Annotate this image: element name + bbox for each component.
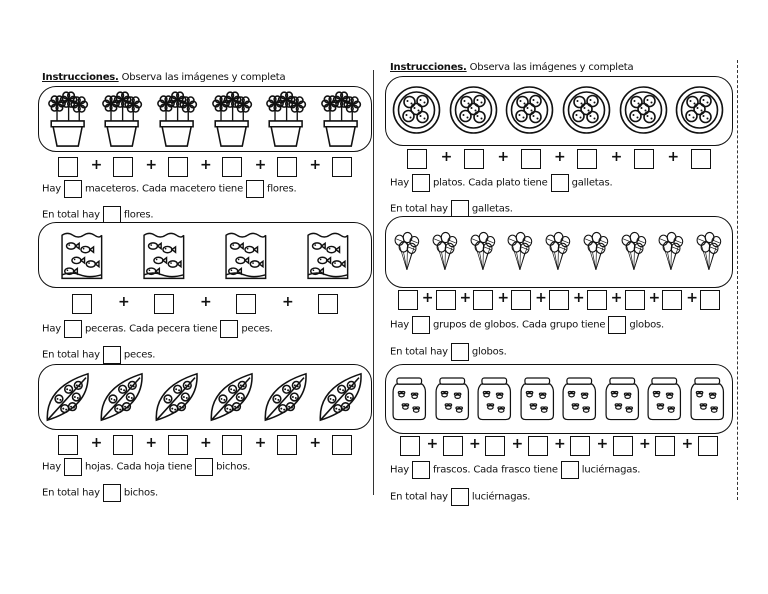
addend-box[interactable]	[443, 436, 463, 456]
answer-box[interactable]	[412, 316, 430, 334]
left-p3-total-line: En total hay bichos.	[42, 484, 158, 502]
addend-box[interactable]	[698, 436, 718, 456]
left-instructions: Instrucciones. Observa las imágenes y completa	[42, 72, 286, 83]
plus-sign: +	[254, 435, 267, 451]
leaf-with-bugs-icon	[316, 368, 365, 426]
plus-sign: +	[610, 290, 623, 306]
addend-box[interactable]	[613, 436, 633, 456]
plus-sign: +	[282, 294, 294, 310]
addend-box[interactable]	[528, 436, 548, 456]
left-p3-hay-line: Hay hojas. Cada hoja tiene bichos.	[42, 458, 250, 476]
answer-box[interactable]	[103, 346, 121, 364]
firefly-jar-icon	[560, 366, 599, 430]
leaf-with-bugs-icon	[43, 368, 92, 426]
plus-sign: +	[511, 436, 524, 452]
answer-box[interactable]	[451, 343, 469, 361]
addend-box[interactable]	[222, 435, 242, 455]
plus-sign: +	[440, 149, 453, 165]
cookie-plate-icon	[391, 80, 442, 140]
leaf-with-bugs-icon	[261, 368, 310, 426]
plus-sign: +	[421, 290, 434, 306]
cookie-plate-icon	[561, 80, 612, 140]
answer-box[interactable]	[412, 174, 430, 192]
answer-box[interactable]	[103, 484, 121, 502]
plus-sign: +	[596, 436, 609, 452]
addend-box[interactable]	[277, 157, 297, 177]
addend-box[interactable]	[277, 435, 297, 455]
plus-sign: +	[667, 149, 680, 165]
addend-box[interactable]	[473, 290, 493, 310]
answer-box[interactable]	[64, 320, 82, 338]
flower-pot-icon	[316, 90, 365, 148]
addend-box[interactable]	[549, 290, 569, 310]
flower-pot-icon	[207, 90, 256, 148]
fish-tank-icon	[58, 228, 104, 282]
fish-tank-icon	[304, 228, 350, 282]
answer-box[interactable]	[561, 461, 579, 479]
flower-pot-icon	[261, 90, 310, 148]
firefly-jar-icon	[603, 366, 642, 430]
leaf-with-bugs-icon	[152, 368, 201, 426]
addend-box[interactable]	[485, 436, 505, 456]
plus-sign: +	[254, 157, 267, 173]
plus-sign: +	[572, 290, 585, 306]
plus-sign: +	[648, 290, 661, 306]
addend-box[interactable]	[570, 436, 590, 456]
flower-pot-icon	[43, 90, 92, 148]
plus-sign: +	[639, 436, 651, 452]
addend-box[interactable]	[236, 294, 256, 314]
addend-box[interactable]	[113, 157, 133, 177]
addend-box[interactable]	[318, 294, 338, 314]
firefly-jar-icon	[390, 366, 429, 430]
addend-box[interactable]	[168, 157, 188, 177]
addend-box[interactable]	[113, 435, 133, 455]
flower-pot-icon	[152, 90, 201, 148]
addend-box[interactable]	[407, 149, 427, 169]
balloon-bunch-icon	[654, 218, 688, 284]
addend-box[interactable]	[577, 149, 597, 169]
plus-sign: +	[200, 294, 212, 310]
cookie-plate-icon	[448, 80, 499, 140]
plus-sign: +	[90, 157, 103, 173]
plus-sign: +	[497, 290, 510, 306]
plus-sign: +	[610, 149, 623, 165]
plus-sign: +	[200, 435, 212, 451]
left-p2-total-line: En total hay peces.	[42, 346, 155, 364]
cookie-plate-icon	[618, 80, 669, 140]
plus-sign: +	[426, 436, 439, 452]
plus-sign: +	[681, 436, 694, 452]
addend-box[interactable]	[400, 436, 420, 456]
plus-sign: +	[309, 157, 322, 173]
addend-box[interactable]	[662, 290, 682, 310]
right-p3-hay-line: Hay frascos. Cada frasco tiene luciérnagas.	[390, 461, 640, 479]
addend-box[interactable]	[72, 294, 92, 314]
addend-box[interactable]	[168, 435, 188, 455]
leaf-with-bugs-icon	[207, 368, 256, 426]
balloon-bunch-icon	[390, 218, 424, 284]
addend-box[interactable]	[398, 290, 418, 310]
balloon-bunch-icon	[503, 218, 537, 284]
balloon-bunch-icon	[541, 218, 575, 284]
right-p3-total-line: En total hay luciérnagas.	[390, 488, 530, 506]
balloon-bunch-icon	[617, 218, 651, 284]
plus-sign: +	[145, 157, 158, 173]
firefly-jar-icon	[518, 366, 557, 430]
firefly-jar-icon	[433, 366, 472, 430]
plus-sign: +	[497, 149, 510, 165]
answer-box[interactable]	[412, 461, 430, 479]
answer-box[interactable]	[220, 320, 238, 338]
right-p1-total-line: En total hay galletas.	[390, 200, 513, 218]
plus-sign: +	[554, 149, 566, 165]
addend-box[interactable]	[521, 149, 541, 169]
firefly-jar-icon	[688, 366, 727, 430]
balloon-bunch-icon	[692, 218, 726, 284]
page-divider	[373, 70, 374, 495]
plus-sign: +	[309, 435, 322, 451]
addend-box[interactable]	[655, 436, 675, 456]
answer-box[interactable]	[195, 458, 213, 476]
flower-pot-icon	[97, 90, 146, 148]
answer-box[interactable]	[608, 316, 626, 334]
balloon-bunch-icon	[579, 218, 613, 284]
left-p2-hay-line: Hay peceras. Cada pecera tiene peces.	[42, 320, 273, 338]
addend-box[interactable]	[691, 149, 711, 169]
fish-tank-icon	[140, 228, 186, 282]
right-instructions: Instrucciones. Observa las imágenes y completa	[390, 62, 634, 73]
addend-box[interactable]	[58, 157, 78, 177]
plus-sign: +	[535, 290, 547, 306]
addend-box[interactable]	[436, 290, 456, 310]
balloon-bunch-icon	[466, 218, 500, 284]
addend-box[interactable]	[154, 294, 174, 314]
right-p2-total-line: En total hay globos.	[390, 343, 507, 361]
answer-box[interactable]	[64, 458, 82, 476]
firefly-jar-icon	[475, 366, 514, 430]
plus-sign: +	[90, 435, 103, 451]
cookie-plate-icon	[674, 80, 725, 140]
plus-sign: +	[118, 294, 130, 310]
addend-box[interactable]	[634, 149, 654, 169]
addend-box[interactable]	[332, 157, 352, 177]
answer-box[interactable]	[551, 174, 569, 192]
addend-box[interactable]	[58, 435, 78, 455]
leaf-with-bugs-icon	[97, 368, 146, 426]
right-p2-hay-line: Hay grupos de globos. Cada grupo tiene globos.	[390, 316, 664, 334]
plus-sign: +	[200, 157, 212, 173]
plus-sign: +	[145, 435, 158, 451]
addend-box[interactable]	[511, 290, 531, 310]
firefly-jar-icon	[645, 366, 684, 430]
addend-box[interactable]	[464, 149, 484, 169]
cookie-plate-icon	[504, 80, 555, 140]
addend-box[interactable]	[332, 435, 352, 455]
addend-box[interactable]	[222, 157, 242, 177]
plus-sign: +	[459, 290, 472, 306]
plus-sign: +	[686, 290, 698, 306]
plus-sign: +	[469, 436, 481, 452]
balloon-bunch-icon	[428, 218, 462, 284]
answer-box[interactable]	[451, 488, 469, 506]
fish-tank-icon	[222, 228, 268, 282]
left-p1-total-line: En total hay flores.	[42, 206, 153, 224]
answer-box[interactable]	[64, 180, 82, 198]
right-p1-hay-line: Hay platos. Cada plato tiene galletas.	[390, 174, 612, 192]
addend-box[interactable]	[625, 290, 645, 310]
plus-sign: +	[554, 436, 566, 452]
addend-box[interactable]	[700, 290, 720, 310]
addend-box[interactable]	[587, 290, 607, 310]
left-p1-hay-line: Hay maceteros. Cada macetero tiene flores.	[42, 180, 296, 198]
answer-box[interactable]	[246, 180, 264, 198]
page-edge	[737, 60, 738, 500]
